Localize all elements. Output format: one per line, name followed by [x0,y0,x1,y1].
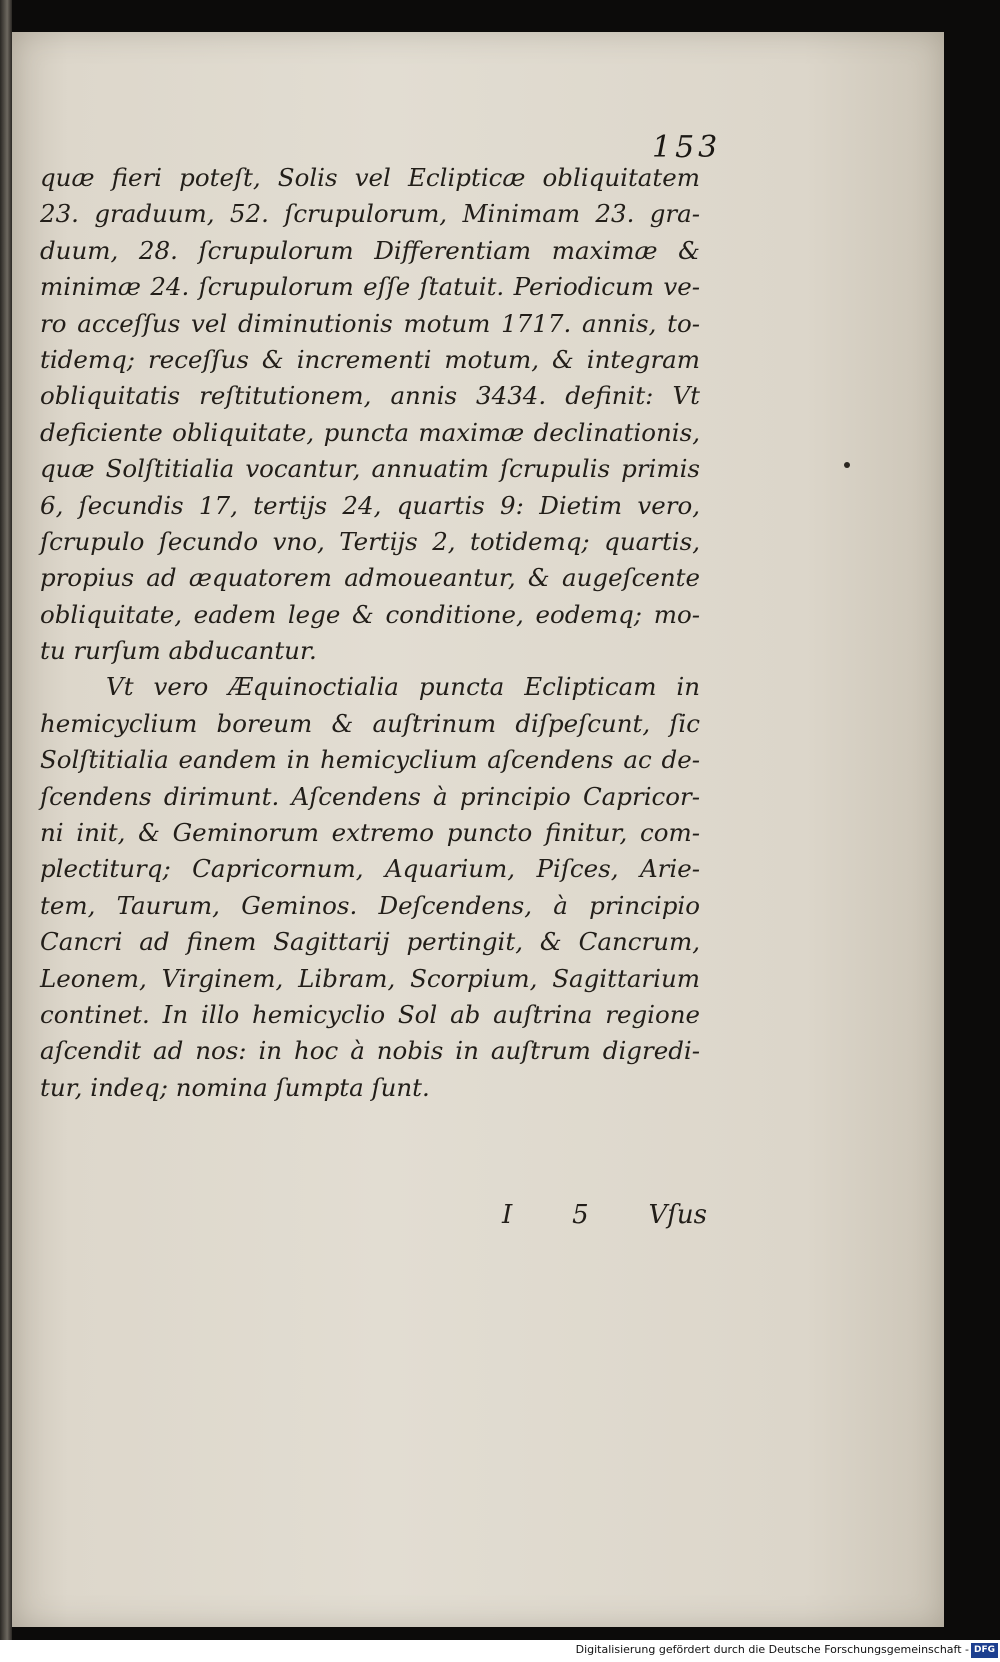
ink-speck [844,462,850,468]
page-edge [0,0,12,1640]
paragraph-start-line: Vt vero Æquinoctialia puncta Eclipticam in [106,672,700,702]
text-line: ſcrupulo ſecundo vno, Tertijs 2, totidemq; quartis, [40,526,700,556]
text-line: ſcendens dirimunt. Aſcendens à principio Capricor- [40,781,700,811]
text-line: Leonem, Virginem, Libram, Scorpium, Sagittarium [40,963,700,993]
text-line: continet. In illo hemicyclio Sol ab auſtrina regione [40,999,700,1029]
text-line: tidemq; receſſus & incrementi motum, & integram [40,344,700,374]
funding-credit: Digitalisierung gefördert durch die Deutsche Forschungsgemeinschaft - [575,1643,969,1656]
text-line: Cancri ad finem Sagittarij pertingit, & Cancrum, [40,927,700,957]
text-line: aſcendit ad nos: in hoc à nobis in auſtrum digredi- [40,1036,700,1066]
text-line: obliquitatis reſtitutionem, annis 3434. definit: Vt [40,381,700,411]
text-line: minimæ 24. ſcrupulorum eſſe ſtatuit. Periodicum ve- [40,272,700,302]
text-line: duum, 28. ſcrupulorum Differentiam maximæ & [40,235,700,265]
text-line: 6, ſecundis 17, tertijs 24, quartis 9: Dietim vero, [40,490,700,520]
page-number: 153 [652,130,722,165]
catchword-line [502,1200,707,1230]
signature-number: 5 [572,1200,589,1230]
book-page [12,32,944,1627]
digitization-footer [0,1640,1000,1662]
text-line: Solſtitialia eandem in hemicyclium aſcendens ac de- [40,745,700,775]
text-line: tu rurſum abducantur. [40,636,317,666]
text-line: 23. graduum, 52. ſcrupulorum, Minimam 23. gra- [40,199,700,229]
text-line: hemicyclium boreum & auſtrinum diſpeſcunt, ſic [40,708,700,738]
text-line: ni init, & Geminorum extremo puncto finitur, com- [40,818,700,848]
text-line: propius ad æquatorem admoueantur, & augeſcente [40,563,700,593]
text-line: ro acceſſus vel diminutionis motum 1717. annis, to- [40,308,700,338]
text-line: plectiturq; Capricornum, Aquarium, Piſces, Arie- [40,854,700,884]
signature-mark: I [502,1200,513,1230]
catchword: Vſus [648,1200,707,1230]
text-line: deficiente obliquitate, puncta maximæ declinationis, [40,417,700,447]
dfg-logo: DFG [971,1643,998,1658]
body-text [40,160,700,1106]
text-line: quæ fieri poteſt, Solis vel Eclipticæ obliquitatem [40,163,700,192]
text-line: tem, Taurum, Geminos. Deſcendens, à principio [40,890,700,920]
text-line: tur, indeq; nomina ſumpta ſunt. [40,1072,430,1102]
text-line: quæ Solſtitialia vocantur, annuatim ſcrupulis primis [40,454,700,484]
text-line: obliquitate, eadem lege & conditione, eodemq; mo- [40,599,700,629]
